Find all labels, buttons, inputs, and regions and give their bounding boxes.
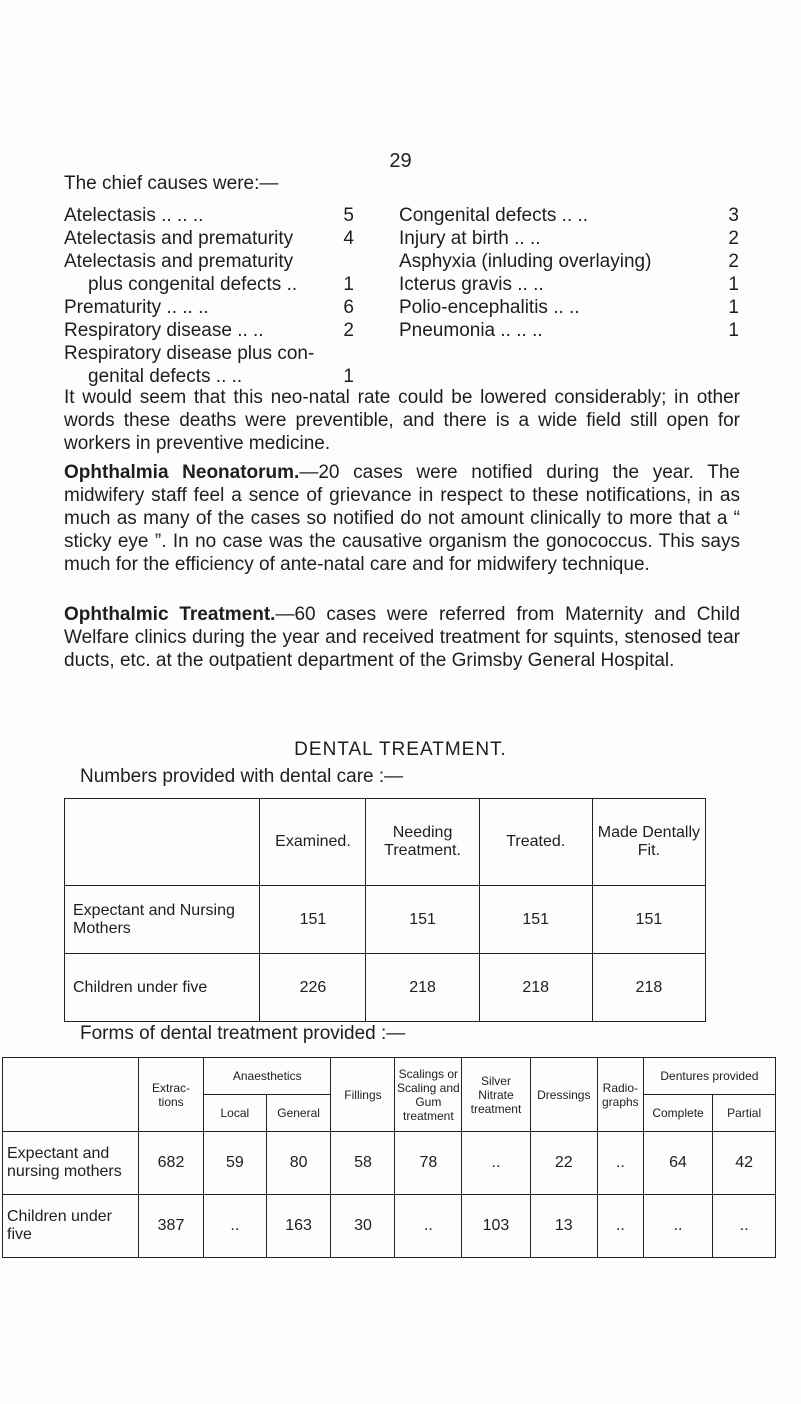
- col-header: Fillings: [331, 1058, 395, 1132]
- ophthalmic-paragraph: [64, 603, 740, 672]
- table-cell: 13: [530, 1195, 597, 1258]
- table-cell: 42: [713, 1132, 776, 1195]
- ophthalmic-text: —60 cases were referred from Maternity and Child Welfare clinics during the year and received treatment for squints, stenosed tear ducts, etc. at the outpatient department of the Grimsby General Hospital.: [64, 604, 741, 671]
- cause-row: [399, 296, 739, 319]
- table-cell: ..: [597, 1195, 643, 1258]
- table-cell: 78: [395, 1132, 462, 1195]
- cause-count: 5: [343, 205, 354, 226]
- row-label: Expectant and nursing mothers: [3, 1132, 139, 1195]
- col-header: Extrac-tions: [139, 1058, 204, 1132]
- cause-label: Polio-encephalitis .. ..: [399, 297, 580, 318]
- col-header: Dentures provided: [643, 1058, 775, 1095]
- causes-list-right: [399, 204, 739, 342]
- col-header: Complete: [643, 1095, 712, 1132]
- col-header: Local: [203, 1095, 266, 1132]
- table-cell: 218: [592, 954, 705, 1022]
- col-header: Anaesthetics: [203, 1058, 331, 1095]
- cause-label: Atelectasis and prematurity: [64, 251, 294, 272]
- cause-row: [64, 250, 354, 273]
- col-header: General: [266, 1095, 331, 1132]
- table-cell: 387: [139, 1195, 204, 1258]
- cause-count: 6: [343, 297, 354, 318]
- cause-label: Respiratory disease plus con-: [64, 343, 315, 364]
- cause-label: Pneumonia .. .. ..: [399, 320, 543, 341]
- dental-subtitle: Numbers provided with dental care :—: [80, 766, 404, 787]
- cause-label: Congenital defects .. ..: [399, 205, 589, 226]
- cause-count: 4: [343, 228, 354, 249]
- col-header: Scalings or Scaling and Gum treatment: [395, 1058, 462, 1132]
- cause-count: 2: [728, 251, 739, 272]
- ophthalmia-heading: Ophthalmia Neonatorum.: [64, 462, 300, 483]
- table-cell: ..: [462, 1132, 530, 1195]
- col-header: Dressings: [530, 1058, 597, 1132]
- col-header: Examined.: [260, 799, 366, 886]
- cause-label: Prematurity .. .. ..: [64, 297, 209, 318]
- row-label: Expectant and Nursing Mothers: [65, 886, 260, 954]
- cause-row: [64, 342, 354, 365]
- table-cell: 151: [479, 886, 592, 954]
- cause-label: Asphyxia (inluding overlaying): [399, 251, 652, 272]
- forms-of-treatment-table: [2, 1057, 776, 1258]
- table-cell: 682: [139, 1132, 204, 1195]
- cause-label: Injury at birth .. ..: [399, 228, 541, 249]
- cause-count: 1: [343, 274, 354, 295]
- table-header-row: [3, 1058, 776, 1095]
- cause-label: plus congenital defects ..: [88, 274, 298, 295]
- cause-label: genital defects .. ..: [88, 366, 243, 387]
- neonatal-paragraph: It would seem that this neo-natal rate could be lowered considerably; in other words these deaths were preventible, and there is a wide field still open for workers in preventive medicine.: [64, 387, 740, 454]
- causes-lead: The chief causes were:—: [64, 173, 279, 194]
- table-cell: ..: [203, 1195, 266, 1258]
- col-header: Treated.: [479, 799, 592, 886]
- row-label: Children under five: [65, 954, 260, 1022]
- cause-label: Atelectasis .. .. ..: [64, 205, 204, 226]
- table-cell: 218: [479, 954, 592, 1022]
- ophthalmic-heading: Ophthalmic Treatment.: [64, 604, 276, 625]
- cause-row: [399, 204, 739, 227]
- cause-row: [64, 204, 354, 227]
- cause-count: 2: [728, 228, 739, 249]
- forms-title: Forms of dental treatment provided :—: [80, 1023, 406, 1044]
- dental-section-title: DENTAL TREATMENT.: [294, 739, 507, 760]
- dental-care-table: [64, 798, 706, 1022]
- cause-row: [64, 227, 354, 250]
- table-cell: 226: [260, 954, 366, 1022]
- ophthalmia-paragraph: [64, 461, 740, 576]
- cause-count: 3: [728, 205, 739, 226]
- table-cell: 59: [203, 1132, 266, 1195]
- table-cell: 58: [331, 1132, 395, 1195]
- table-cell: 163: [266, 1195, 331, 1258]
- cause-label: Respiratory disease .. ..: [64, 320, 264, 341]
- cause-count: 1: [728, 320, 739, 341]
- cause-row: [399, 227, 739, 250]
- cause-label: Atelectasis and prematurity: [64, 228, 294, 249]
- table-cell: 103: [462, 1195, 530, 1258]
- table-cell: 218: [366, 954, 479, 1022]
- empty-header-cell: [3, 1058, 139, 1132]
- page-number: 29: [389, 150, 412, 172]
- cause-row: [64, 319, 354, 342]
- table-cell: ..: [643, 1195, 712, 1258]
- cause-count: 1: [728, 297, 739, 318]
- table-row: [3, 1195, 776, 1258]
- col-header: Radio-graphs: [597, 1058, 643, 1132]
- table-cell: 64: [643, 1132, 712, 1195]
- cause-count: 2: [343, 320, 354, 341]
- table-row: [3, 1132, 776, 1195]
- col-header: Made Dentally Fit.: [592, 799, 705, 886]
- table-cell: 151: [592, 886, 705, 954]
- ophthalmia-text: —20 cases were notified during the year. The midwifery staff feel a sence of grievance in respect to these notifications, in as much as many of the cases so notified do not amount clinically to more that a “ sticky eye ”. In no case was the causative organism the gonococcus. This says much for the efficiency of ante-natal care and for midwifery technique.: [64, 462, 740, 575]
- cause-row: [399, 319, 739, 342]
- col-header: Needing Treatment.: [366, 799, 479, 886]
- col-header: Silver Nitrate treatment: [462, 1058, 530, 1132]
- table-cell: ..: [713, 1195, 776, 1258]
- empty-header-cell: [65, 799, 260, 886]
- table-cell: ..: [395, 1195, 462, 1258]
- cause-row: [64, 296, 354, 319]
- cause-row: [399, 250, 739, 273]
- cause-row: [64, 273, 354, 296]
- table-cell: 151: [260, 886, 366, 954]
- table-header-row: [65, 799, 706, 886]
- causes-list-left: [64, 204, 354, 388]
- table-cell: 30: [331, 1195, 395, 1258]
- table-cell: ..: [597, 1132, 643, 1195]
- cause-row: [64, 365, 354, 388]
- table-cell: 22: [530, 1132, 597, 1195]
- col-header: Partial: [713, 1095, 776, 1132]
- table-row: [65, 954, 706, 1022]
- cause-label: Icterus gravis .. ..: [399, 274, 544, 295]
- table-cell: 80: [266, 1132, 331, 1195]
- row-label: Children under five: [3, 1195, 139, 1258]
- cause-count: 1: [728, 274, 739, 295]
- table-cell: 151: [366, 886, 479, 954]
- cause-row: [399, 273, 739, 296]
- cause-count: 1: [343, 366, 354, 387]
- table-row: [65, 886, 706, 954]
